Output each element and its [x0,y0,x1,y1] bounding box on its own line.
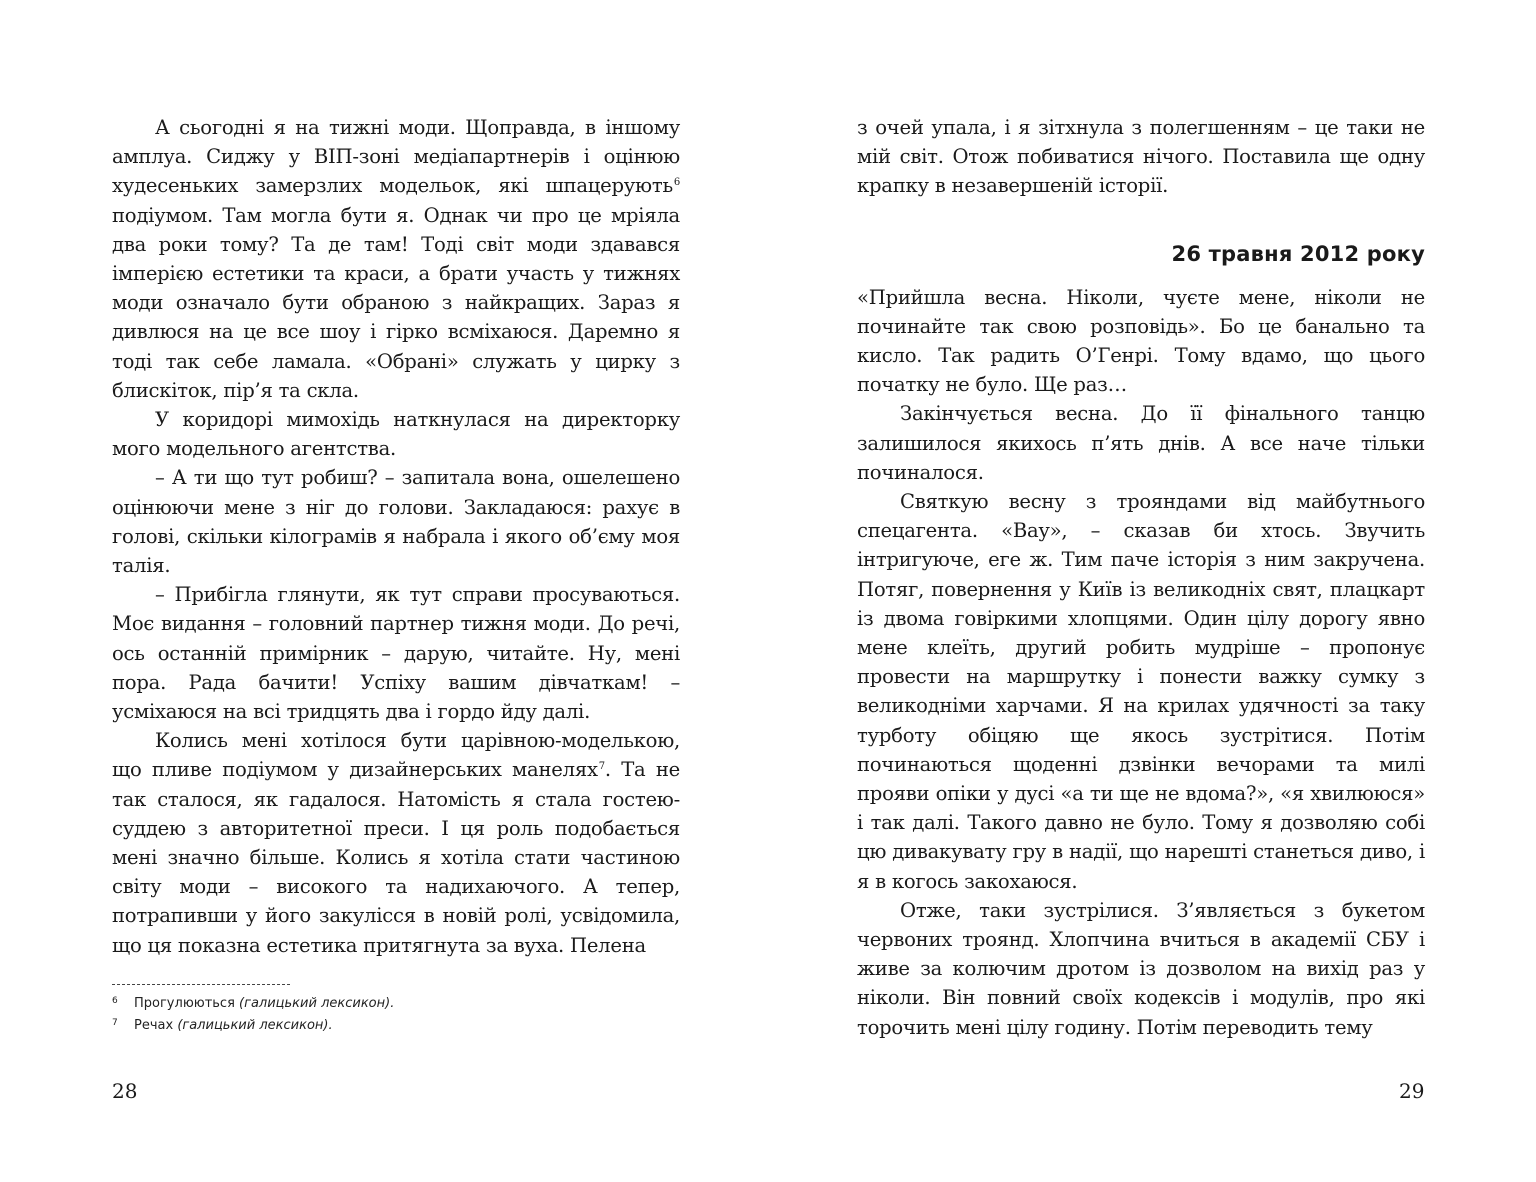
paragraph: «Прийшла весна. Ніколи, чуєте мене, ніколи не починайте так свою розповідь». Бо це банально та кисло. Так радить О’Генрі. Тому вдамо, що цього початку не було. Ще раз… [857,285,1425,397]
footnote-text: Речах [134,1017,178,1033]
footnote-divider [112,984,290,985]
paragraph: Отже, таки зустрілися. З’являється з букетом червоних троянд. Хлопчина вчиться в академії СБУ і живе за колючим дротом із дозволом на вихід раз у ніколи. Він повний своїх кодексів і модулів, про які торочить мені цілу годину. Потім переводить тему [857,898,1425,1039]
date-heading: 26 травня 2012 року [1171,241,1425,266]
footnote-note: (галицький лексикон). [239,996,395,1011]
footnote-ref: 7 [598,760,605,772]
paragraph: Закінчується весна. До її фінального танцю залишилося якихось п’ять днів. А все наче тільки починалося. [857,402,1425,484]
paragraph: У коридорі мимохідь наткнулася на директорку мого модельного агентства. [112,408,680,461]
paragraph: – Прибігла глянути, як тут справи просуваються. Моє видання – головний партнер тижня моди. До речі, ось останній примірник – дарую, читайте. Ну, мені пора. Рада бачити! Успіху вашим дівчаткам! – усміхаюся на всі тридцять два і гордо йду далі. [112,583,680,724]
footnote-number: 7 [112,1017,118,1028]
paragraph: – А ти що тут робиш? – запитала вона, ошелешено оцінюючи мене з ніг до голови. Закладаюся: рахує в голові, скільки кілограмів я набрала і якого об’єму моя талія. [112,466,680,578]
paragraph: А сьогодні я на тижні моди. Щоправда, в іншому амплуа. Сиджу у ВІП-зоні медіапартнерів і оцінюю худесеньких замерзлих модельок, які шпацерують$^6$ подіумом. Там могла бути я. Однак чи про це мріяла два роки тому? Та де там! Тоді світ моди здавався імперією естетики та краси, а брати участь у тижнях моди означало бути обраною з найкращих. Зараз я дивлюся на це все шоу і гірко всміхаюся. Даремно я тоді так себе ламала. «Обрані» служать у цирку з блискіток, пір’я та скла. [112,116,680,402]
paragraph: Святкую весну з трояндами від майбутнього спецагента. «Вау», – сказав би хтось. Звучить інтригуюче, еге ж. Тим паче історія з ним закручена. Потяг, повернення у Київ із великодніх свят, плацкарт із двома говіркими хлопцями. Один цілу дорогу явно мене клеїть, другий робить мудріше – пропонує провести на маршрутку і понести важку сумку з великодніми харчами. Я на крилах удячності за таку турботу обіцяю ще якось зустрітися. Потім починаються щоденні дзвінки вечорами та милі прояви опіки у дусі «а ти ще не вдома?», «я хвилююся» і так далі. Такого давно не було. Тому я дозволяю собі цю дивакувату гру в надії, що нарешті станеться диво, і я в когось закохаюся. [857,490,1425,893]
footnote-ref: 6 [673,176,680,188]
footnotes [112,984,512,1036]
page-number-right: 29 [1399,1079,1425,1103]
right-page [857,113,1425,1042]
page-number-left: 28 [112,1079,138,1103]
left-page [112,113,680,960]
footnote-number: 6 [112,996,118,1006]
footnote [112,993,512,1015]
paragraph-continuation: з очей упала, і я зітхнула з полегшенням – це таки не мій світ. Отож побиватися нічого. Поставила ще одну крапку в незавершеній історії. [857,116,1425,198]
footnote-text: Прогулюються [134,996,240,1011]
footnote [112,1015,512,1037]
paragraph: Колись мені хотілося бути царівною-моделькою, що пливе подіумом у дизайнерських манелях$^7$. Та не так сталося, як гадалося. Натомість я стала гостею-суддею з авторитетної преси. І ця роль подобається мені значно більше. Колись я хотіла стати частиною світу моди – високого та надихаючого. А тепер, потрапивши у його закулісся в новій ролі, усвідомила, що ця показна естетика притягнута за вуха. Пелена [112,729,680,957]
footnote-note: (галицький лексикон). [177,1017,333,1033]
